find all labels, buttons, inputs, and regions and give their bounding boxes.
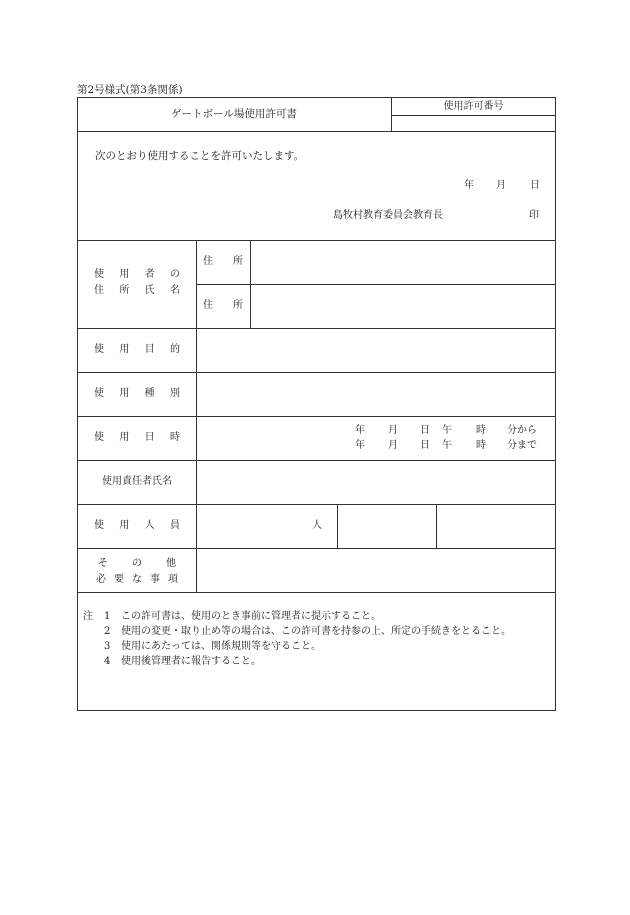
issuer: 島牧村教育委員会教育長 [333,210,443,221]
user-label-line1: 使 用 者 の [94,269,180,280]
row-divider-7 [77,592,556,593]
address-sublabel-1: 住 所 [203,256,243,267]
notes-prefix: 注 [83,611,93,622]
issue-date-year: 年 [464,180,474,191]
address-sublabel-divider [250,240,251,328]
row-divider-4 [77,460,556,461]
headcount-extra-field-1[interactable] [339,506,435,547]
headcount-label: 使 用 人 員 [94,520,180,531]
address-sublabel-2: 住 所 [203,300,243,311]
row-divider-5 [77,504,556,505]
headcount-unit: 人 [312,520,322,531]
permit-number-divider [391,115,556,116]
type-label: 使 用 種 別 [94,388,180,399]
row-divider-2 [77,372,556,373]
headcount-divider-1 [337,504,338,549]
permission-divider [77,240,556,241]
form-label: 第2号様式(第3条関係) [77,84,183,96]
type-field[interactable] [198,374,554,415]
purpose-label: 使 用 目 的 [94,344,180,355]
seal-mark: 印 [529,210,539,221]
other-field[interactable] [198,550,554,591]
datetime-label: 使 用 日 時 [94,432,180,443]
permission-text: 次のとおり使用することを許可いたします。 [95,150,305,162]
address-field-1[interactable] [252,242,554,283]
label-column-divider [196,240,197,593]
permit-number-field[interactable] [393,118,553,130]
responsible-field[interactable] [198,462,554,503]
other-label-line2: 必 要 な 事 項 [96,574,178,585]
issue-date-day: 日 [530,180,540,191]
address-field-2[interactable] [252,286,554,327]
purpose-field[interactable] [198,330,554,371]
permit-number-label: 使用許可番号 [443,101,504,112]
row-divider-1 [77,328,556,329]
issue-date-month: 月 [496,180,506,191]
row-divider-3 [77,416,556,417]
headcount-field[interactable] [198,506,308,547]
responsible-label: 使用責任者氏名 [102,476,172,487]
headcount-divider-2 [436,504,437,549]
row-divider-6 [77,548,556,549]
header-divider [77,131,556,132]
headcount-extra-field-2[interactable] [438,506,554,547]
form-title: ゲートボール場使用許可書 [171,108,297,120]
user-label-line2: 住 所 氏 名 [94,285,180,296]
other-label-line1: そ の 他 [98,558,176,569]
